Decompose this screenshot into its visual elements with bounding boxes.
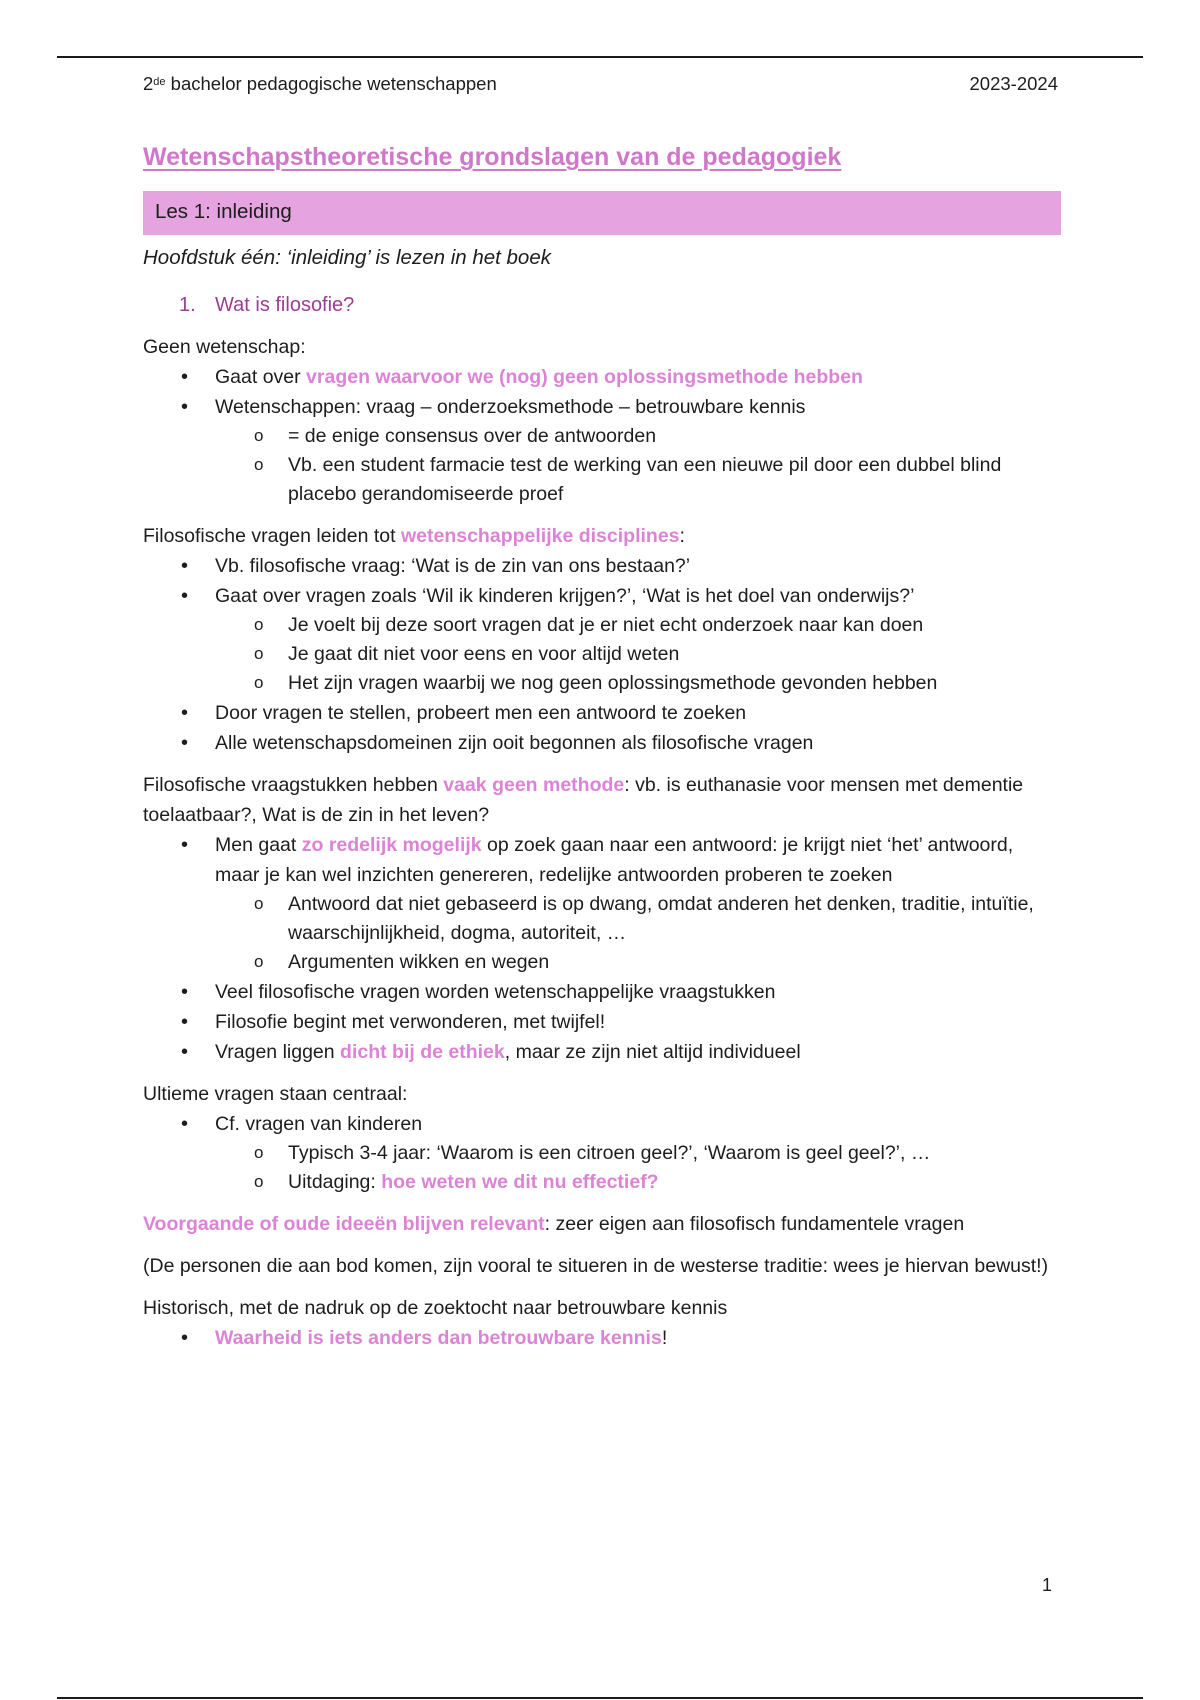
bullet-item: • Filosofie begint met verwonderen, met twijfel! bbox=[143, 1007, 1058, 1037]
paragraph: Geen wetenschap: bbox=[143, 336, 306, 358]
bullet-item: • Men gaat zo redelijk mogelijk op zoek gaan naar een antwoord: je krijgt niet ‘het’ antwoord, maar je kan wel inzichten genereren, redelijke antwoorden proberen te zoeken bbox=[143, 830, 1058, 890]
bullet-item: • Waarheid is iets anders dan betrouwbare kennis! bbox=[143, 1323, 1058, 1353]
lesson-heading: Les 1: inleiding bbox=[143, 191, 1061, 235]
paragraph: Voorgaande of oude ideeën blijven relevant: zeer eigen aan filosofisch fundamentele vragen bbox=[143, 1213, 965, 1235]
sub-bullet-item: o Het zijn vragen waarbij we nog geen oplossingsmethode gevonden hebben bbox=[143, 669, 1058, 698]
sub-bullet-item: o Argumenten wikken en wegen bbox=[143, 948, 1058, 977]
bullet-item: • Alle wetenschapsdomeinen zijn ooit begonnen als filosofische vragen bbox=[143, 728, 1058, 758]
document-page bbox=[143, 70, 1058, 1353]
paragraph: Historisch, met de nadruk op de zoektocht naar betrouwbare kennis bbox=[143, 1297, 728, 1319]
sub-bullet-item: o Uitdaging: hoe weten we dit nu effectief? bbox=[143, 1168, 1058, 1197]
document-title: Wetenschapstheoretische grondslagen van de pedagogiek bbox=[143, 143, 842, 171]
top-rule bbox=[57, 56, 1143, 58]
sub-bullet-item: o Je gaat dit niet voor eens en voor altijd weten bbox=[143, 640, 1058, 669]
sub-bullet-item: o Antwoord dat niet gebaseerd is op dwang, omdat anderen het denken, traditie, intuïtie, waarschijnlijkheid, dogma, autoriteit, … bbox=[143, 890, 1058, 948]
bullet-item: • Door vragen te stellen, probeert men een antwoord te zoeken bbox=[143, 698, 1058, 728]
sub-bullet-item: o = de enige consensus over de antwoorden bbox=[143, 422, 1058, 451]
intro-note: Hoofdstuk één: ‘inleiding’ is lezen in het boek bbox=[143, 246, 551, 269]
bottom-rule bbox=[57, 1697, 1143, 1699]
section-heading: 1. Wat is filosofie? bbox=[179, 294, 355, 316]
bullet-item: • Vragen liggen dicht bij de ethiek, maar ze zijn niet altijd individueel bbox=[143, 1037, 1058, 1067]
sub-bullet-item: o Typisch 3-4 jaar: ‘Waarom is een citroen geel?’, ‘Waarom is geel geel?’, … bbox=[143, 1139, 1058, 1168]
paragraph: Ultieme vragen staan centraal: bbox=[143, 1083, 408, 1105]
bullet-item: • Cf. vragen van kinderen bbox=[143, 1109, 1058, 1139]
course-label: 2de bachelor pedagogische wetenschappen bbox=[143, 73, 497, 94]
paragraph: Filosofische vraagstukken hebben vaak geen methode: vb. is euthanasie voor mensen met dementie toelaatbaar?, Wat is de zin in het leven? bbox=[143, 774, 1024, 826]
sub-bullet-item: o Vb. een student farmacie test de werking van een nieuwe pil door een dubbel blind placebo gerandomiseerde proef bbox=[143, 451, 1058, 509]
page-header bbox=[143, 70, 1058, 98]
paragraph: Filosofische vragen leiden tot wetenschappelijke disciplines: bbox=[143, 525, 685, 547]
academic-year: 2023-2024 bbox=[969, 73, 1058, 94]
bullet-item: • Gaat over vragen zoals ‘Wil ik kinderen krijgen?’, ‘Wat is het doel van onderwijs?’ bbox=[143, 581, 1058, 611]
bullet-item: • Vb. filosofische vraag: ‘Wat is de zin van ons bestaan?’ bbox=[143, 551, 1058, 581]
bullet-item: • Veel filosofische vragen worden wetenschappelijke vraagstukken bbox=[143, 977, 1058, 1007]
paragraph: (De personen die aan bod komen, zijn vooral te situeren in de westerse traditie: wees je hiervan bewust!) bbox=[143, 1255, 1049, 1277]
bullet-item: • Gaat over vragen waarvoor we (nog) geen oplossingsmethode hebben bbox=[143, 362, 1058, 392]
bullet-item: • Wetenschappen: vraag – onderzoeksmethode – betrouwbare kennis bbox=[143, 392, 1058, 422]
page-number: 1 bbox=[1042, 1575, 1053, 1595]
sub-bullet-item: o Je voelt bij deze soort vragen dat je er niet echt onderzoek naar kan doen bbox=[143, 611, 1058, 640]
